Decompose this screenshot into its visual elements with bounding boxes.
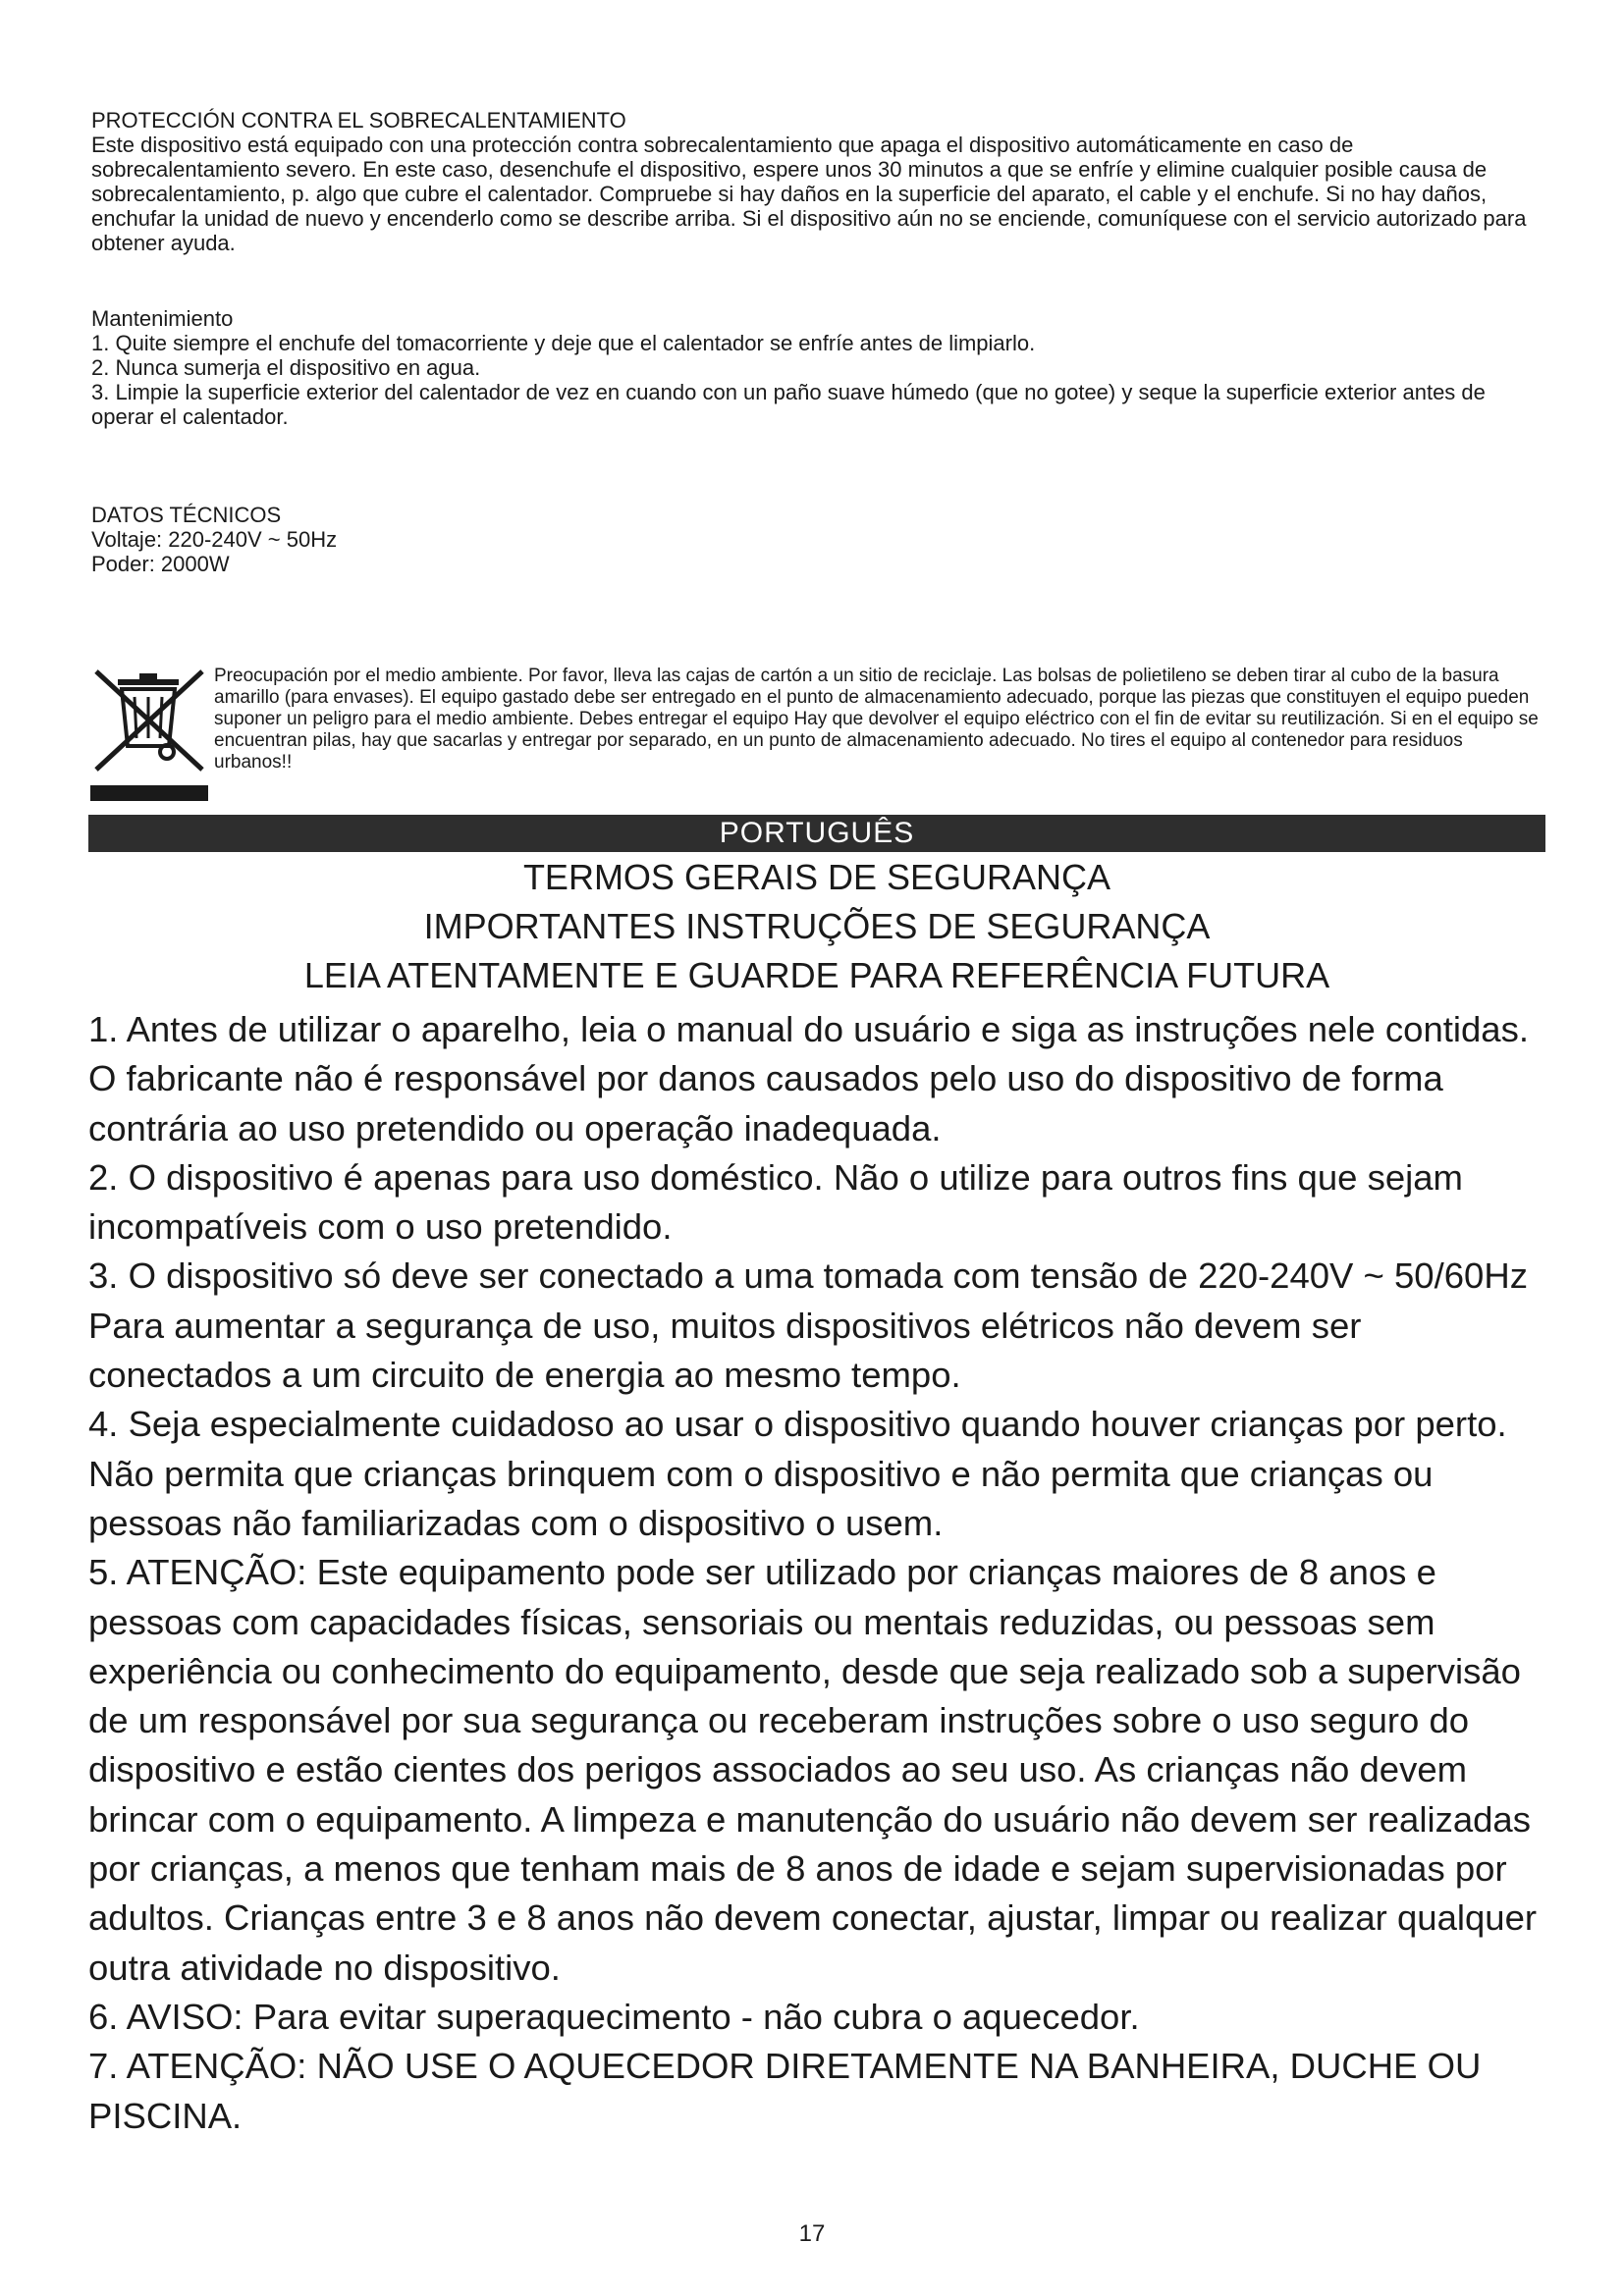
portuguese-safety-list <box>88 1005 1551 2141</box>
portuguese-heading: TERMOS GERAIS DE SEGURANÇA <box>522 857 1111 897</box>
overheat-protection-section <box>91 108 1544 255</box>
technical-title: DATOS TÉCNICOS <box>91 503 282 527</box>
safety-item: 2. O dispositivo é apenas para uso doméstico. Não o utilize para outros fins que sejam incompatíveis com o uso pretendido. <box>88 1156 1463 1248</box>
maintenance-section <box>91 306 1544 429</box>
crossed-out-wheelie-bin-icon <box>88 664 210 809</box>
technical-power: Poder: 2000W <box>91 552 230 576</box>
safety-item: 4. Seja especialmente cuidadoso ao usar o dispositivo quando houver crianças por perto. Não permita que crianças brinquem com o dispositivo e não permita que crianças ou pessoas não familiarizadas com o dispositivo o usem. <box>88 1404 1507 1543</box>
portuguese-section-label: PORTUGUÊS <box>719 817 915 849</box>
portuguese-heading: LEIA ATENTAMENTE E GUARDE PARA REFERÊNCIA FUTURA <box>303 955 1330 995</box>
environment-notice <box>88 664 1545 809</box>
maintenance-title: Mantenimiento <box>91 306 234 331</box>
technical-voltage: Voltaje: 220-240V ~ 50Hz <box>91 527 338 552</box>
portuguese-heading: IMPORTANTES INSTRUÇÕES DE SEGURANÇA <box>423 906 1211 946</box>
overheat-body: Este dispositivo está equipado con una protección contra sobrecalentamiento que apaga el dispositivo automáticamente en caso de sobrecalentamiento severo. En este caso, desenchufe el dispositivo, espere unos 30 minutos a que se enfríe y elimine cualquier posible causa de sobrecalentamiento, p. algo que cubre el calentador. Compruebe si hay daños en la superficie del aparato, el cable y el enchufe. Si no hay daños, enchufar la unidad de nuevo y encenderlo como se describe arriba. Si el dispositivo aún no se enciende, comuníquese con el servicio autorizado para obtener ayuda. <box>91 133 1527 255</box>
safety-item: 7. ATENÇÃO: NÃO USE O AQUECEDOR DIRETAMENTE NA BANHEIRA, DUCHE OU PISCINA. <box>88 2046 1482 2136</box>
safety-item: 5. ATENÇÃO: Este equipamento pode ser utilizado por crianças maiores de 8 anos e pessoas com capacidades físicas, sensoriais ou mentais reduzidas, ou pessoas sem experiência ou conhecimento do equipamento, desde que seja realizado sob a supervisão de um responsável por sua segurança ou receberam instruções sobre o uso seguro do dispositivo e estão cientes dos perigos associados ao seu uso. As crianças não devem brincar com o equipamento. A limpeza e manutenção do usuário não devem ser realizadas por crianças, a menos que tenham mais de 8 anos de idade e sejam supervisionadas por adultos. Crianças entre 3 e 8 anos não devem conectar, ajustar, limpar ou realizar qualquer outra atividade no dispositivo. <box>88 1552 1538 1988</box>
maintenance-item: 1. Quite siempre el enchufe del tomacorriente y deje que el calentador se enfríe antes de limpiarlo. <box>91 331 1036 355</box>
portuguese-section-bar <box>88 815 1545 852</box>
maintenance-item: 3. Limpie la superficie exterior del calentador de vez en cuando con un paño suave húmedo (que no gotee) y seque la superficie exterior antes de operar el calentador. <box>91 380 1486 429</box>
environment-text: Preocupación por el medio ambiente. Por favor, lleva las cajas de cartón a un sitio de reciclaje. Las bolsas de polietileno se deben tirar al cubo de la basura amarillo (para envases). El equipo gastado debe ser entregado en el punto de almacenamiento adecuado, porque las piezas que constituyen el equipo pueden suponer un peligro para el medio ambiente. Debes entregar el equipo Hay que devolver el equipo eléctrico con el fin de evitar su reutilización. Si en el equipo se encuentran pilas, hay que sacarlas y entregar por separado, en un punto de almacenamiento adecuado. No tires el equipo al contenedor para residuos urbanos!! <box>214 666 1539 773</box>
maintenance-item: 2. Nunca sumerja el dispositivo en agua. <box>91 355 481 380</box>
safety-item: 1. Antes de utilizar o aparelho, leia o manual do usuário e siga as instruções nele contidas. O fabricante não é responsável por danos causados pelo uso do dispositivo de forma contrária ao uso pretendido ou operação inadequada. <box>88 1009 1529 1148</box>
overheat-title: PROTECCIÓN CONTRA EL SOBRECALENTAMIENTO <box>91 108 626 133</box>
page-number: 17 <box>798 2220 826 2247</box>
safety-item: 6. AVISO: Para evitar superaquecimento - não cubra o aquecedor. <box>88 1996 1140 2037</box>
safety-item: 3. O dispositivo só deve ser conectado a uma tomada com tensão de 220-240V ~ 50/60Hz Para aumentar a segurança de uso, muitos dispositivos elétricos não devem ser conectados a um circuito de energia ao mesmo tempo. <box>88 1255 1528 1396</box>
technical-data-section <box>91 503 1544 576</box>
